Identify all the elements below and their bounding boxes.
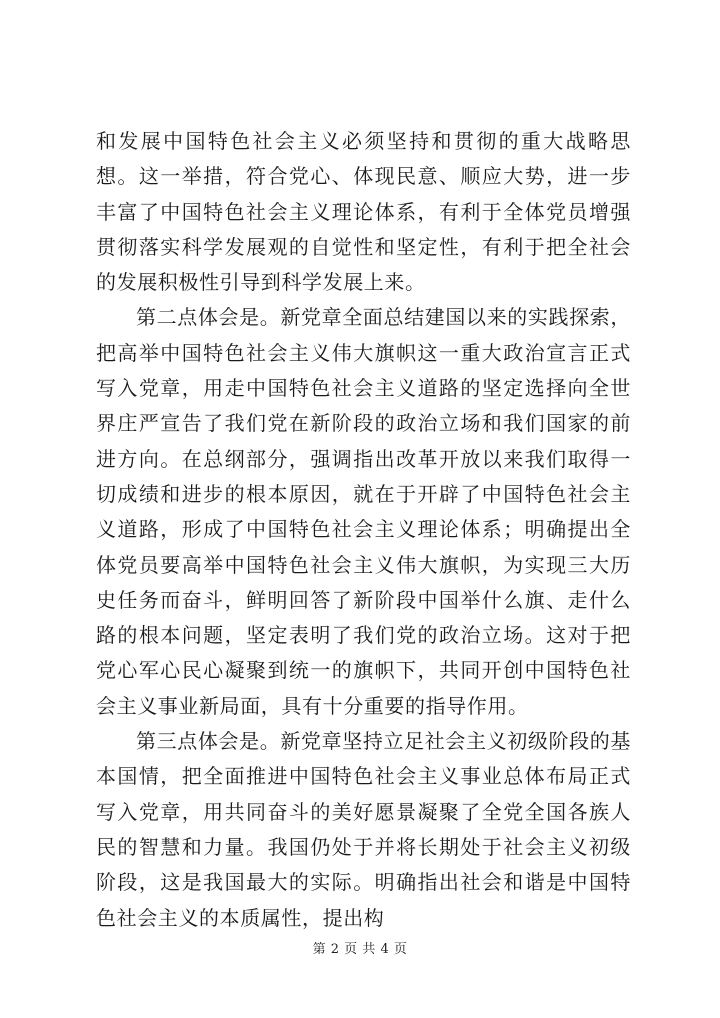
paragraph-second-point: 第二点体会是。新党章全面总结建国以来的实践探索，把高举中国特色社会主义伟大旗帜这一重大政治宣言正式写入党章，用走中国特色社会主义道路的坚定选择向全世界庄严宣告了我们党在新阶段的政治立场和我们国家的前进方向。在总纲部分，强调指出改革开放以来我们取得一切成绩和进步的根本原因，就在于开辟了中国特色社会主义道路，形成了中国特色社会主义理论体系；明确提出全体党员要高举中国特色社会主义伟大旗帜，为实现三大历史任务而奋斗，鲜明回答了新阶段中国举什么旗、走什么路的根本问题，坚定表明了我们党的政治立场。这对于把党心军心民心凝聚到统一的旗帜下，共同开创中国特色社会主义事业新局面，具有十分重要的指导作用。 (96, 305, 631, 718)
page-footer: 第 2 页 共 4 页 (312, 942, 408, 957)
paragraph-continued: 和发展中国特色社会主义必须坚持和贯彻的重大战略思想。这一举措，符合党心、体现民意、顺应大势，进一步丰富了中国特色社会主义理论体系，有利于全体党员增强贯彻落实科学发展观的自觉性和坚定性，有利于把全社会的发展积极性引导到科学发展上来。 (96, 129, 631, 295)
document-body (96, 124, 631, 936)
paragraph-third-point: 第三点体会是。新党章坚持立足社会主义初级阶段的基本国情，把全面推进中国特色社会主义事业总体布局正式写入党章，用共同奋斗的美好愿景凝聚了全党全国各族人民的智慧和力量。我国仍处于并将长期处于社会主义初级阶段，这是我国最大的实际。明确指出社会和谐是中国特色社会主义的本质属性，提出构 (96, 729, 631, 930)
